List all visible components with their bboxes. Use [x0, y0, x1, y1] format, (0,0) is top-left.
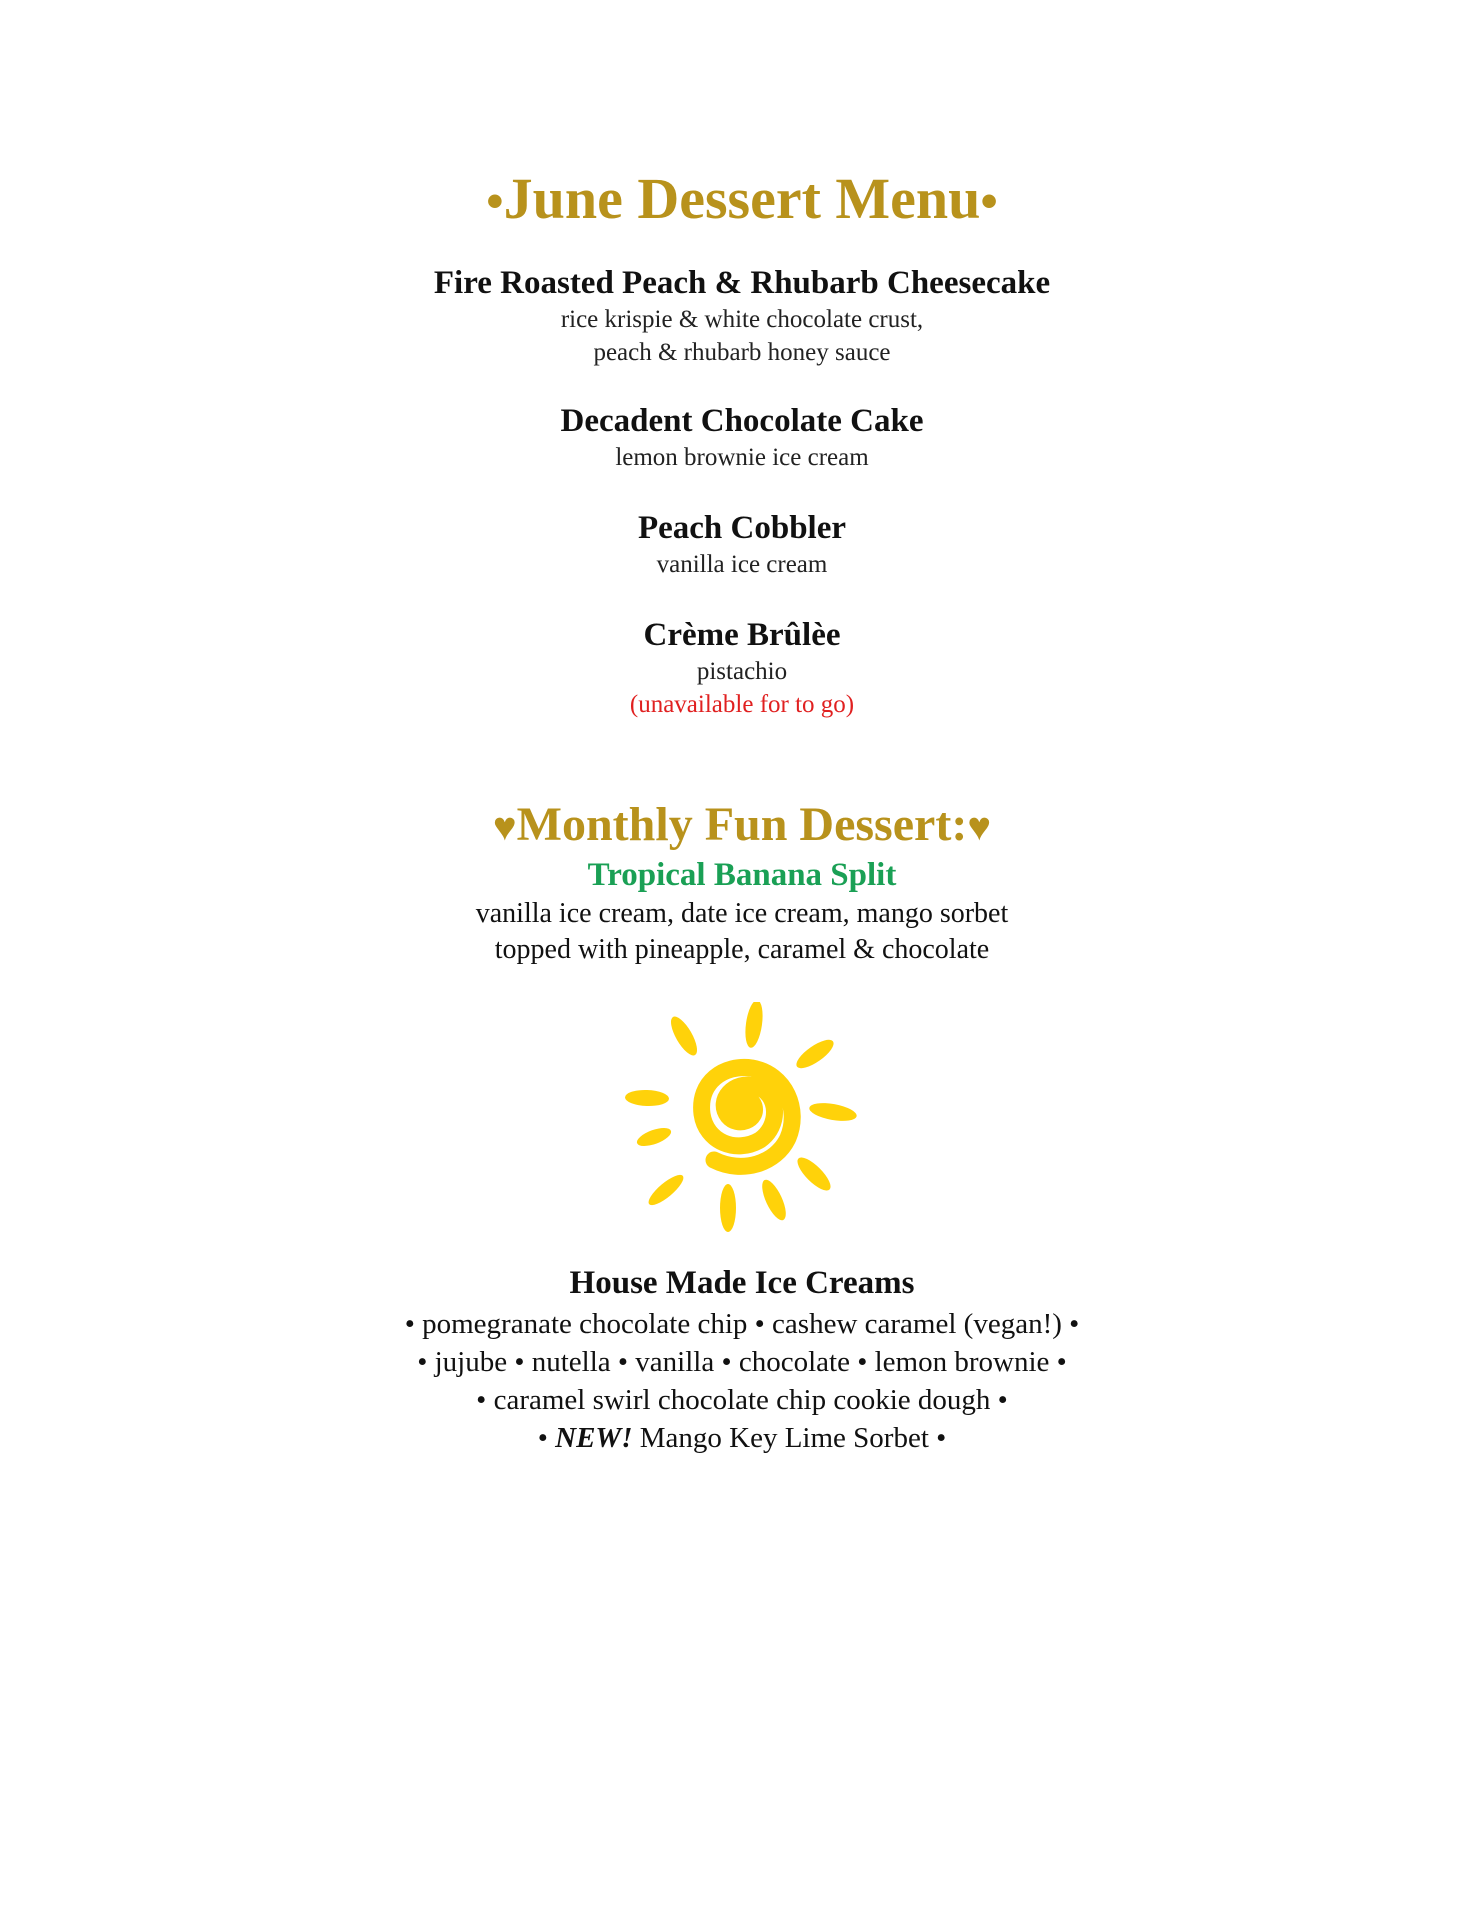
heart-icon: ♥: [967, 804, 992, 849]
heart-icon: ♥: [492, 804, 517, 849]
new-label: NEW!: [555, 1422, 633, 1454]
dessert-description: pistachio: [696, 658, 788, 685]
monthly-dessert-title-text: Monthly Fun Dessert:: [516, 798, 968, 851]
monthly-dessert-description: [0, 896, 1484, 968]
ice-creams-list: [0, 1305, 1484, 1457]
ice-creams-title: House Made Ice Creams: [569, 1265, 915, 1301]
dessert-item: [0, 263, 1484, 369]
dessert-item: [0, 508, 1484, 581]
dessert-name: Crème Brûlèe: [643, 617, 841, 653]
dessert-description: rice krispie & white chocolate crust,: [560, 306, 924, 333]
bullet-prefix: •: [537, 1422, 556, 1454]
dessert-description: vanilla ice cream: [656, 551, 828, 578]
monthly-dessert-description-line: topped with pineapple, caramel & chocolate: [494, 934, 990, 965]
monthly-dessert-title: [0, 797, 1484, 855]
monthly-dessert-name: Tropical Banana Split: [587, 857, 897, 893]
ice-creams-line: • caramel swirl chocolate chip cookie dough •: [476, 1384, 1008, 1416]
dessert-description: lemon brownie ice cream: [615, 444, 869, 471]
menu-title-text: June Dessert Menu: [503, 166, 981, 231]
availability-note: (unavailable for to go): [629, 691, 855, 718]
title-bullet-left: •: [486, 173, 504, 229]
menu-title: [0, 166, 1484, 231]
ice-creams-line: • jujube • nutella • vanilla • chocolate • lemon brownie •: [417, 1346, 1067, 1378]
monthly-dessert-description-line: vanilla ice cream, date ice cream, mango sorbet: [475, 898, 1009, 929]
dessert-name: Decadent Chocolate Cake: [560, 403, 924, 439]
dessert-name: Peach Cobbler: [637, 510, 847, 546]
dessert-item: [0, 401, 1484, 474]
dessert-name: Fire Roasted Peach & Rhubarb Cheesecake: [433, 265, 1051, 301]
dessert-item: [0, 615, 1484, 721]
ice-creams-line: • pomegranate chocolate chip • cashew caramel (vegan!) •: [404, 1308, 1080, 1340]
dessert-description: peach & rhubarb honey sauce: [593, 339, 891, 366]
ice-creams-line-new: [0, 1419, 1484, 1457]
new-flavor-text: Mango Key Lime Sorbet •: [632, 1422, 947, 1454]
title-bullet-right: •: [980, 173, 998, 229]
sun-icon: [622, 1002, 862, 1232]
